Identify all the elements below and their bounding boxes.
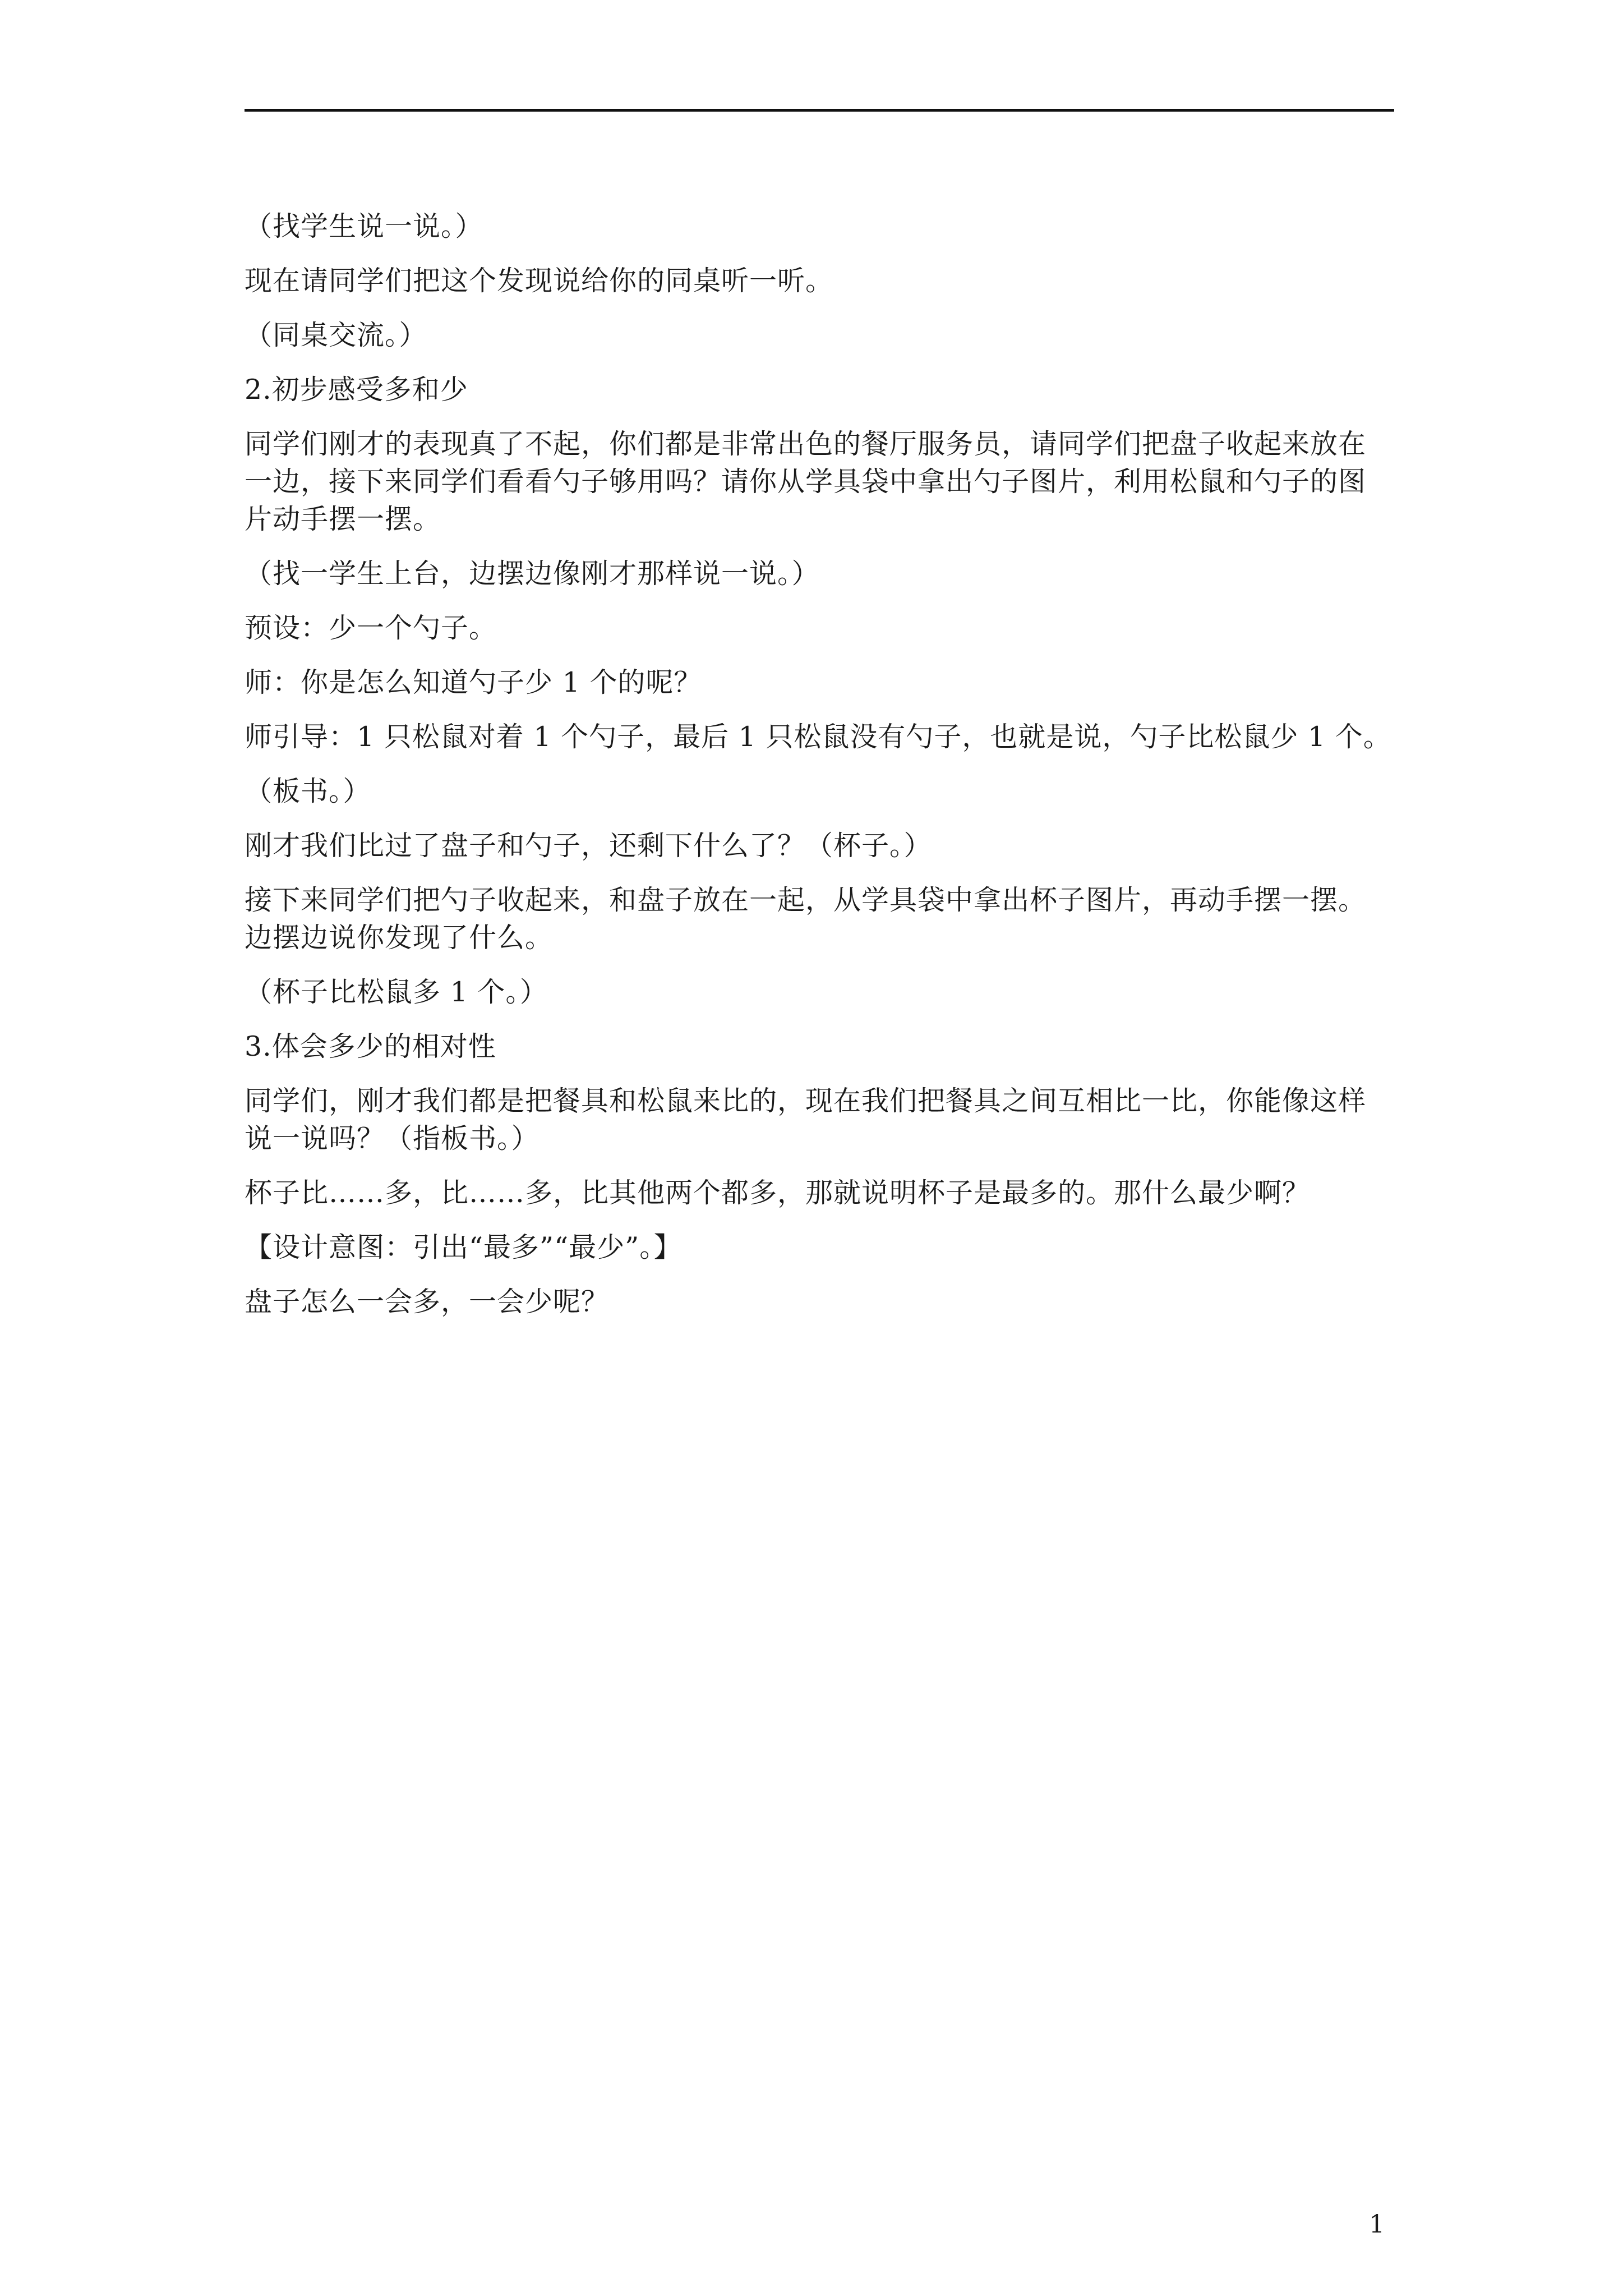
text-line: 现在请同学们把这个发现说给你的同桌听一听。 bbox=[245, 265, 834, 297]
paragraph bbox=[245, 1283, 1400, 1320]
document-body bbox=[245, 208, 1400, 1337]
paragraph bbox=[245, 371, 1400, 408]
text-line: 接下来同学们把勺子收起来，和盘子放在一起，从学具袋中拿出杯子图片，再动手摆一摆。 bbox=[245, 884, 1367, 916]
text-line: 预设：少一个勺子。 bbox=[245, 612, 497, 644]
paragraph bbox=[245, 718, 1400, 756]
paragraph bbox=[245, 772, 1400, 810]
paragraph bbox=[245, 827, 1400, 864]
paragraph bbox=[245, 262, 1400, 300]
paragraph bbox=[245, 555, 1400, 592]
text-line: 刚才我们比过了盘子和勺子，还剩下什么了？（杯子。） bbox=[245, 830, 932, 862]
text-line: 同学们刚才的表现真了不起，你们都是非常出色的餐厅服务员，请同学们把盘子收起来放在 bbox=[245, 428, 1367, 460]
text-line: （找学生说一说。） bbox=[245, 210, 483, 242]
text-line: 说一说吗？（指板书。） bbox=[245, 1122, 540, 1154]
paragraph bbox=[245, 1082, 1400, 1157]
text-line: 师：你是怎么知道勺子少 1 个的呢？ bbox=[245, 666, 702, 698]
text-line: 【设计意图：引出“最多”“最少”。】 bbox=[245, 1231, 682, 1263]
text-line: （找一学生上台，边摆边像刚才那样说一说。） bbox=[245, 558, 820, 590]
paragraph bbox=[245, 316, 1400, 354]
paragraph bbox=[245, 1228, 1400, 1266]
text-line: 2.初步感受多和少 bbox=[245, 374, 468, 406]
paragraph bbox=[245, 208, 1400, 245]
text-line: （杯子比松鼠多 1 个。） bbox=[245, 976, 548, 1008]
text-line: 同学们，刚才我们都是把餐具和松鼠来比的，现在我们把餐具之间互相比一比，你能像这样 bbox=[245, 1085, 1367, 1117]
paragraph bbox=[245, 881, 1400, 956]
text-line: 3.体会多少的相对性 bbox=[245, 1030, 496, 1062]
text-line: 边摆边说你发现了什么。 bbox=[245, 922, 554, 954]
paragraph bbox=[245, 973, 1400, 1011]
text-line: （板书。） bbox=[245, 775, 371, 807]
paragraph bbox=[245, 1174, 1400, 1212]
paragraph bbox=[245, 609, 1400, 647]
header-rule bbox=[245, 109, 1394, 112]
text-line: 杯子比……多，比……多，比其他两个都多，那就说明杯子是最多的。那什么最少啊？ bbox=[245, 1177, 1311, 1209]
paragraph bbox=[245, 1028, 1400, 1065]
text-line: 片动手摆一摆。 bbox=[245, 503, 441, 535]
paragraph bbox=[245, 425, 1400, 538]
text-line: 一边，接下来同学们看看勺子够用吗？请你从学具袋中拿出勺子图片，利用松鼠和勺子的图 bbox=[245, 466, 1367, 498]
text-line: 师引导：1 只松鼠对着 1 个勺子，最后 1 只松鼠没有勺子，也就是说，勺子比松鼠少 1 个。 bbox=[245, 721, 1391, 753]
text-line: （同桌交流。） bbox=[245, 319, 427, 351]
page-number: 1 bbox=[1369, 2210, 1385, 2239]
text-line: 盘子怎么一会多，一会少呢？ bbox=[245, 1286, 610, 1318]
paragraph bbox=[245, 664, 1400, 701]
